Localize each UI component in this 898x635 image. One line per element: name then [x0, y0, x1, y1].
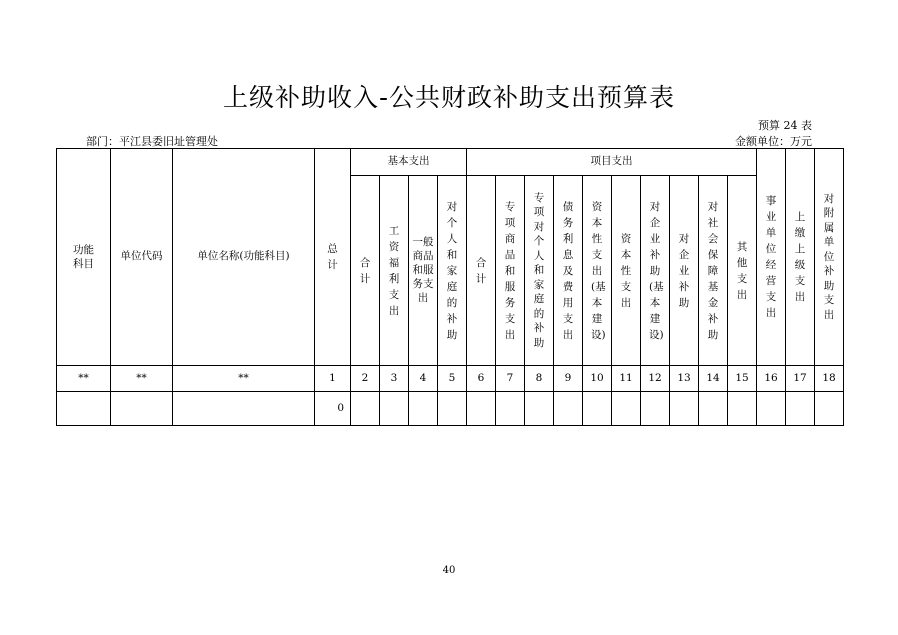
header-basic-total: 合计	[351, 176, 380, 366]
data-cell-total: 0	[315, 392, 351, 426]
header-personal: 对个人和家庭的补助	[438, 176, 467, 366]
index-cell: 15	[728, 366, 757, 392]
header-unit-name: 单位名称(功能科目)	[173, 149, 315, 366]
header-salary: 工资福利支出	[380, 176, 409, 366]
header-goods: 一般商品和服务支出	[409, 176, 438, 366]
index-cell: **	[57, 366, 111, 392]
index-cell: 18	[815, 366, 844, 392]
page-title: 上级补助收入-公共财政补助支出预算表	[222, 83, 676, 112]
header-subsidiary: 对附属单位补助支出	[815, 149, 844, 366]
data-cell	[699, 392, 728, 426]
data-cell	[438, 392, 467, 426]
data-cell	[815, 392, 844, 426]
data-cell	[409, 392, 438, 426]
data-cell	[467, 392, 496, 426]
header-basic-group: 基本支出	[351, 149, 467, 176]
data-cell	[351, 392, 380, 426]
header-upper-payment: 上缴上级支出	[786, 149, 815, 366]
header-enterprise-basic: 对企业补助(基本建设)	[641, 176, 670, 366]
header-special-goods: 专项商品和服务支出	[496, 176, 525, 366]
header-project-group: 项目支出	[467, 149, 757, 176]
header-debt: 债务利息及费用支出	[554, 176, 583, 366]
header-capital: 资本性支出	[612, 176, 641, 366]
data-cell	[641, 392, 670, 426]
header-capital-basic: 资本性支出(基本建设)	[583, 176, 612, 366]
index-cell: 17	[786, 366, 815, 392]
index-cell: **	[111, 366, 173, 392]
index-row	[57, 366, 844, 392]
data-cell	[57, 392, 111, 426]
data-cell	[173, 392, 315, 426]
data-cell	[525, 392, 554, 426]
index-cell: 6	[467, 366, 496, 392]
index-cell: 3	[380, 366, 409, 392]
index-cell: 10	[583, 366, 612, 392]
index-cell: 14	[699, 366, 728, 392]
header-unit-code: 单位代码	[111, 149, 173, 366]
data-cell	[380, 392, 409, 426]
data-cell	[786, 392, 815, 426]
index-cell: 16	[757, 366, 786, 392]
header-proj-total: 合计	[467, 176, 496, 366]
index-cell: 13	[670, 366, 699, 392]
page-number: 40	[442, 565, 456, 576]
index-cell: 12	[641, 366, 670, 392]
header-enterprise: 对企业补助	[670, 176, 699, 366]
data-cell	[583, 392, 612, 426]
index-cell: 4	[409, 366, 438, 392]
header-func-subject: 功能科目	[57, 149, 111, 366]
header-public-inst: 事业单位经营支出	[757, 149, 786, 366]
header-social: 对社会保障基金补助	[699, 176, 728, 366]
header-special-personal: 专项对个人和家庭的补助	[525, 176, 554, 366]
form-number: 预算 24 表	[758, 119, 812, 132]
header-total: 总计	[315, 149, 351, 366]
budget-table	[56, 148, 844, 426]
amount-unit-label: 金额单位：万元	[735, 135, 812, 148]
index-cell: 5	[438, 366, 467, 392]
index-cell: 7	[496, 366, 525, 392]
index-cell: 11	[612, 366, 641, 392]
data-cell	[757, 392, 786, 426]
header-other: 其他支出	[728, 176, 757, 366]
index-cell: 1	[315, 366, 351, 392]
index-cell: 8	[525, 366, 554, 392]
data-cell	[496, 392, 525, 426]
data-row	[57, 392, 844, 426]
data-cell	[111, 392, 173, 426]
data-cell	[612, 392, 641, 426]
index-cell: 9	[554, 366, 583, 392]
index-cell: 2	[351, 366, 380, 392]
data-cell	[554, 392, 583, 426]
index-cell: **	[173, 366, 315, 392]
data-cell	[670, 392, 699, 426]
data-cell	[728, 392, 757, 426]
department-label: 部门：平江县委旧址管理处	[86, 135, 218, 148]
